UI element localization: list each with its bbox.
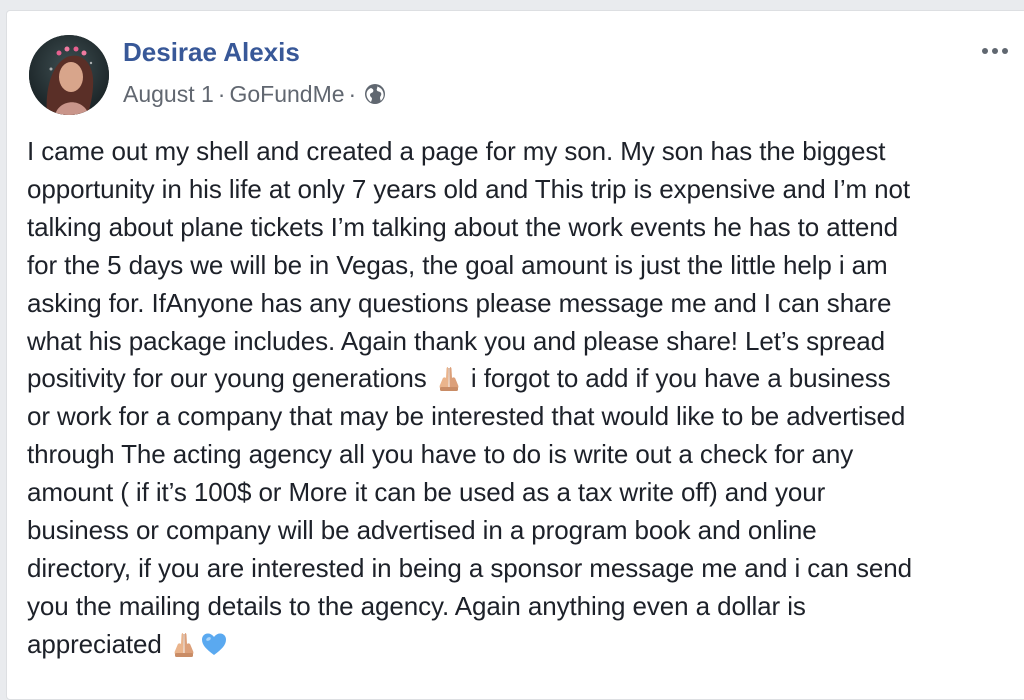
post-text-line: business or company will be advertised in a program book and online: [27, 515, 817, 546]
post-text-line: for the 5 days we will be in Vegas, the goal amount is just the little help i am: [27, 249, 888, 280]
post-text-line: through The acting agency all you have to do is write out a check for any: [27, 439, 854, 470]
post-text-line: or work for a company that may be interested that would like to be advertised: [27, 401, 906, 432]
post-text-line: [27, 626, 1017, 664]
post-date[interactable]: August 1: [123, 80, 214, 107]
folded-hands-emoji: [435, 364, 463, 392]
post-text-line: I came out my shell and created a page for my son. My son has the biggest: [27, 136, 886, 166]
post-text-line: amount ( if it’s 100$ or More it can be used as a tax write off) and your: [27, 477, 826, 508]
post-source[interactable]: GoFundMe: [229, 80, 345, 107]
globe-icon[interactable]: [364, 83, 386, 105]
post-text-line: [27, 360, 1017, 398]
avatar[interactable]: [29, 35, 109, 115]
post-meta: [123, 79, 386, 109]
author-name[interactable]: Desirae Alexis: [123, 37, 300, 67]
post-text-line: talking about plane tickets I’m talking about the work events he has to attend: [27, 211, 898, 242]
post-text-segment: positivity for our young generations: [27, 363, 427, 394]
post-text-line: what his package includes. Again thank you and please share! Let’s spread: [27, 325, 886, 356]
post-text-segment: i forgot to add if you have a business: [470, 363, 891, 394]
meta-separator: ·: [217, 80, 226, 107]
post-text-line: directory, if you are interested in being a sponsor message me and i can send: [27, 552, 912, 583]
blue-heart-emoji: [200, 630, 228, 658]
folded-hands-emoji: [170, 630, 198, 658]
post-text-line: asking for. IfAnyone has any questions please message me and I can share: [27, 287, 892, 318]
more-options-icon[interactable]: [975, 41, 1015, 61]
post-body: [27, 133, 1017, 664]
meta-separator: ·: [348, 80, 357, 107]
post-text-line: you the mailing details to the agency. Again anything even a dollar is: [27, 590, 806, 621]
post-text-line: opportunity in his life at only 7 years old and This trip is expensive and I’m not: [27, 173, 911, 204]
post-card: [6, 10, 1024, 700]
post-text-segment: appreciated: [27, 628, 162, 659]
